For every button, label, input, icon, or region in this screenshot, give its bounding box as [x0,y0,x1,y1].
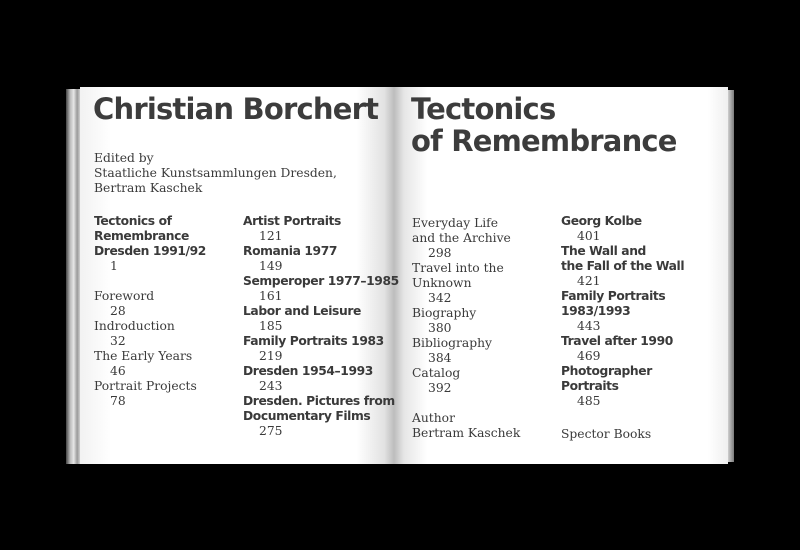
toc-entry-title: Portrait Projects [94,379,197,393]
toc-entry-title: Travel into the [412,261,504,275]
toc-right-column-1 [412,216,520,441]
toc-entry-title: 1983/1993 [561,304,631,318]
toc-page-number: 469 [577,349,601,363]
toc-page-number: 78 [110,394,126,408]
toc-entry-title: and the Archive [412,231,511,245]
series-title-line: of Remembrance [411,124,677,158]
book-title: Christian Borchert [93,92,379,126]
toc-entry-title: Travel after 1990 [561,334,673,348]
publisher-name: Spector Books [561,427,652,441]
edited-by-label: Edited by [94,151,154,165]
toc-page-number: 219 [259,349,283,363]
toc-page-number: 28 [110,304,126,318]
toc-page-number: 32 [110,334,126,348]
toc-entry-title: The Early Years [94,349,193,363]
editor-institution: Staatliche Kunstsammlungen Dresden, [94,166,337,180]
toc-left-column-2 [243,214,399,439]
toc-right-column-2 [561,214,684,409]
toc-page-number: 384 [428,351,452,365]
toc-entry-title: Documentary Films [243,409,371,423]
toc-entry-title: Biography [412,306,477,320]
toc-entry-title: Family Portraits [561,289,666,303]
toc-page-number: 392 [428,381,452,395]
toc-page-number: 121 [259,229,283,243]
toc-entry-title: Labor and Leisure [243,304,361,318]
toc-entry-title: Foreword [94,289,155,303]
book-spine-edge [66,89,80,464]
toc-page-number: 149 [259,259,283,273]
toc-entry-title: Portraits [561,379,619,393]
toc-page-number: 485 [577,394,601,408]
toc-page-number: 401 [577,229,601,243]
toc-entry-title: Unknown [412,276,472,290]
toc-entry-title: Artist Portraits [243,214,341,228]
series-title [411,93,677,157]
toc-heading-line: Dresden 1991/92 [94,244,206,258]
toc-entry-title: Photographer [561,364,652,378]
toc-entry-title: Catalog [412,366,461,380]
toc-entry-title: Dresden. Pictures from [243,394,395,408]
toc-page-number: 443 [577,319,601,333]
toc-page-number: 185 [259,319,283,333]
toc-page-number: 342 [428,291,452,305]
editors-block [94,151,337,196]
book-fore-edge [728,90,734,462]
toc-page-number: 161 [259,289,283,303]
toc-entry-title: the Fall of the Wall [561,259,685,273]
editor-name: Bertram Kaschek [94,181,203,195]
toc-page-number: 1 [110,259,118,273]
series-title-line: Tectonics [411,92,556,126]
toc-entry-title: Bibliography [412,336,492,350]
toc-entry-title: The Wall and [561,244,646,258]
toc-entry-title: Romania 1977 [243,244,338,258]
toc-page-number: 243 [259,379,283,393]
toc-entry-title: Dresden 1954–1993 [243,364,373,378]
toc-heading-title [94,214,206,259]
toc-left-column-1 [94,214,206,409]
author-name: Bertram Kaschek [412,426,521,440]
toc-entry-title: Georg Kolbe [561,214,642,228]
toc-page-number: 46 [110,364,126,378]
toc-entry-title: Everyday Life [412,216,499,230]
toc-heading-line: Remembrance [94,229,189,243]
toc-entry-title: Family Portraits 1983 [243,334,384,348]
toc-page-number: 380 [428,321,452,335]
toc-page-number: 275 [259,424,283,438]
toc-entry-title: Semperoper 1977–1985 [243,274,399,288]
toc-heading-line: Tectonics of [94,214,172,228]
author-label: Author [412,411,455,425]
toc-page-number: 298 [428,246,452,260]
toc-entry-title: Indroduction [94,319,175,333]
toc-page-number: 421 [577,274,601,288]
